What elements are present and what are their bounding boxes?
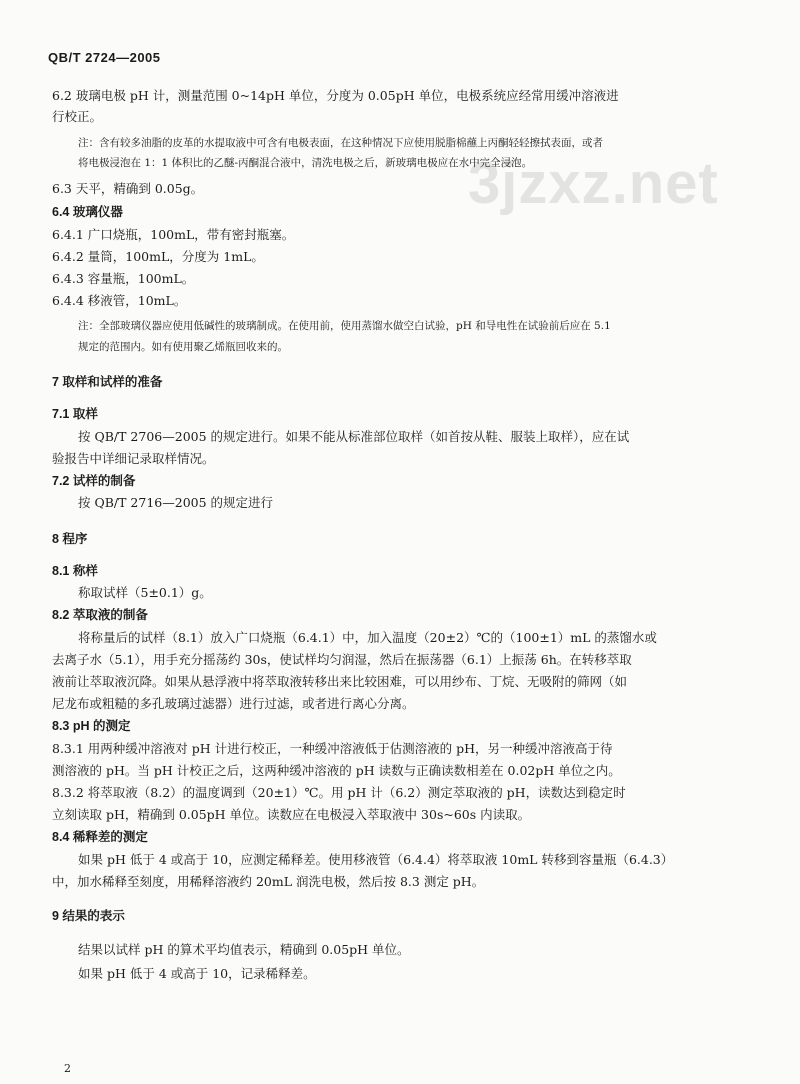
clause-8-2-line-4: 尼龙布或粗糙的多孔玻璃过滤器）进行过滤，或者进行离心分离。 (52, 696, 415, 711)
clause-7-2-body: 按 QB/T 2716—2005 的规定进行 (78, 495, 274, 510)
clause-6-3: 6.3 天平，精确到 0.05g。 (52, 181, 204, 196)
note-6-4-line-2: 规定的范围内。如有使用聚乙烯瓶回收来的。 (78, 341, 288, 353)
clause-6-4-3: 6.4.3 容量瓶，100mL。 (52, 271, 195, 286)
section-7-heading: 7 取样和试样的准备 (52, 375, 163, 389)
section-8-heading: 8 程序 (52, 532, 88, 546)
note-6-2-line-1: 注：含有较多油脂的皮革的水提取液中可含有电极表面，在这种情况下应使用脱脂棉蘸上丙酮轻轻擦拭表面，或者 (78, 137, 603, 149)
clause-8-2-heading: 8.2 萃取液的制备 (52, 608, 148, 622)
section-9-heading: 9 结果的表示 (52, 909, 125, 923)
standard-code-header: QB/T 2724—2005 (48, 50, 161, 65)
note-6-4-line-1: 注：全部玻璃仪器应使用低碱性的玻璃制成。在使用前，使用蒸馏水做空白试验，pH 和导电性在试验前后应在 5.1 (78, 320, 611, 332)
clause-6-4-heading: 6.4 玻璃仪器 (52, 205, 123, 219)
clause-8-4-line-1: 如果 pH 低于 4 或高于 10，应测定稀释差。使用移液管（6.4.4）将萃取液 10mL 转移到容量瓶（6.4.3） (78, 852, 674, 867)
page-number: 2 (64, 1062, 71, 1075)
clause-6-2-line-1: 6.2 玻璃电极 pH 计，测量范围 0~14pH 单位，分度为 0.05pH 单位，电极系统应经常用缓冲溶液进 (52, 88, 619, 103)
clause-8-3-1-line-1: 8.3.1 用两种缓冲溶液对 pH 计进行校正，一种缓冲溶液低于估测溶液的 pH，另一种缓冲溶液高于待 (52, 741, 613, 756)
clause-8-3-1-line-2: 测溶液的 pH。当 pH 计校正之后，这两种缓冲溶液的 pH 读数与正确读数相差在 0.02pH 单位之内。 (52, 763, 621, 778)
section-9-line-1: 结果以试样 pH 的算术平均值表示，精确到 0.05pH 单位。 (78, 942, 410, 957)
section-9-line-2: 如果 pH 低于 4 或高于 10，记录稀释差。 (78, 966, 316, 981)
clause-8-3-2-line-2: 立刻读取 pH，精确到 0.05pH 单位。读数应在电极浸入萃取液中 30s~60s 内读取。 (52, 807, 531, 822)
clause-7-1-line-1: 按 QB/T 2706—2005 的规定进行。如果不能从标准部位取样（如首按从鞋、服装上取样），应在试 (78, 429, 630, 444)
clause-8-4-line-2: 中，加水稀释至刻度，用稀释溶液约 20mL 润洗电极，然后按 8.3 测定 pH。 (52, 874, 485, 889)
clause-8-4-heading: 8.4 稀释差的测定 (52, 830, 148, 844)
clause-8-2-line-3: 液前让萃取液沉降。如果从悬浮液中将萃取液转移出来比较困难，可以用纱布、丁烷、无吸附的筛网（如 (52, 674, 628, 689)
clause-6-4-4: 6.4.4 移液管，10mL。 (52, 293, 187, 308)
clause-8-3-2-line-1: 8.3.2 将萃取液（8.2）的温度调到（20±1）℃。用 pH 计（6.2）测定萃取液的 pH，读数达到稳定时 (52, 785, 626, 800)
clause-8-2-line-1: 将称量后的试样（8.1）放入广口烧瓶（6.4.1）中，加入温度（20±2）℃的（100±1）mL 的蒸馏水或 (78, 630, 657, 645)
clause-7-1-line-2: 验报告中详细记录取样情况。 (52, 451, 215, 466)
clause-8-3-heading: 8.3 pH 的测定 (52, 719, 131, 733)
clause-6-2-line-2: 行校正。 (52, 109, 103, 124)
clause-7-2-heading: 7.2 试样的制备 (52, 474, 136, 488)
clause-6-4-1: 6.4.1 广口烧瓶，100mL，带有密封瓶塞。 (52, 227, 295, 242)
clause-8-2-line-2: 去离子水（5.1），用手充分摇荡约 30s，使试样均匀润湿，然后在振荡器（6.1）上振荡 6h。在转移萃取 (52, 652, 632, 667)
clause-6-4-2: 6.4.2 量筒，100mL，分度为 1mL。 (52, 249, 264, 264)
clause-8-1-heading: 8.1 称样 (52, 564, 98, 578)
clause-7-1-heading: 7.1 取样 (52, 407, 98, 421)
clause-8-1-body: 称取试样（5±0.1）g。 (78, 585, 212, 600)
watermark: 3jzxz.net (468, 151, 719, 216)
note-6-2-line-2: 将电极浸泡在 1：1 体积比的乙醚-丙酮混合液中，清洗电极之后，新玻璃电极应在水中完全浸泡。 (78, 157, 533, 169)
